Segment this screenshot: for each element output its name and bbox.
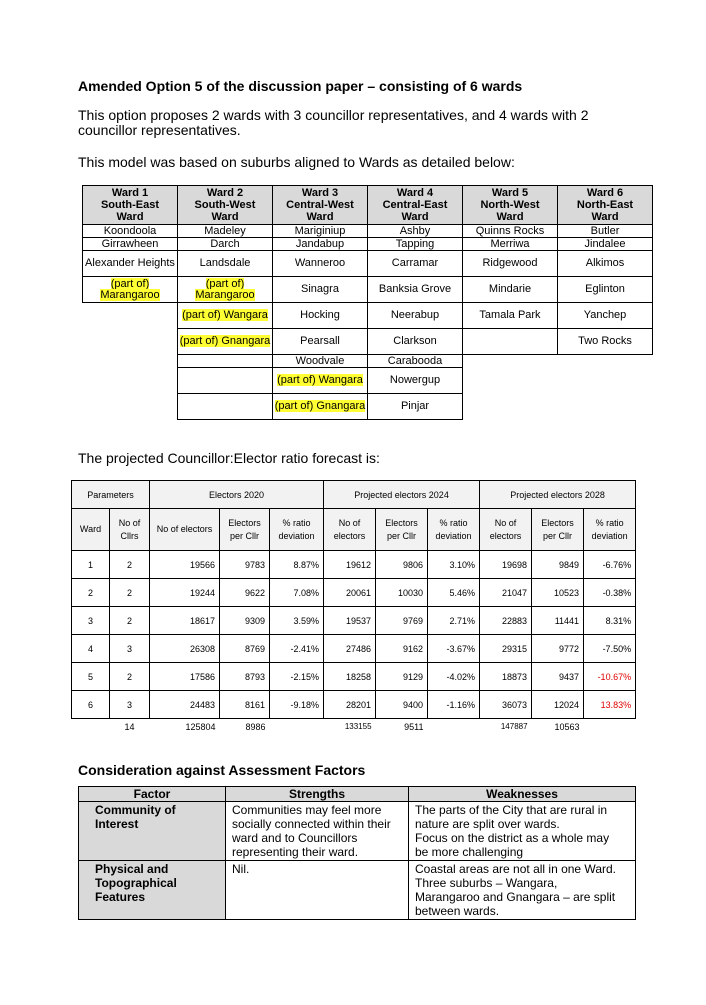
suburb-name: Madeley [204, 224, 246, 237]
ratio-cell: 19244 [150, 579, 220, 607]
ratio-sub-header: No of Cllrs [110, 509, 150, 551]
ward-row [83, 355, 653, 368]
ratio-cell: 10523 [532, 579, 584, 607]
suburb-name: (part of) Marangaroo [195, 277, 255, 301]
suburb-name: Tamala Park [479, 309, 541, 321]
ward-empty-cell [83, 303, 178, 329]
ratio-total-cell: 147887 [500, 722, 528, 732]
ratio-cell: 12024 [532, 691, 584, 719]
factor-row [79, 861, 636, 920]
ward-empty-cell [558, 394, 653, 420]
ratio-cell: 9309 [220, 607, 270, 635]
ratio-total-cell: 14 [124, 721, 135, 732]
factor-factor-cell [79, 861, 226, 920]
ratio-cell: 9437 [532, 663, 584, 691]
ratio-cell: -7.50% [584, 635, 636, 663]
ratio-sub-header: % ratio deviation [584, 509, 636, 551]
ratio-total-cell: 8986 [245, 721, 266, 732]
ward-empty-cell [558, 355, 653, 368]
ward-suburb-cell [463, 277, 558, 303]
factor-strengths-cell [226, 802, 409, 861]
ratio-group-header: Projected electors 2028 [480, 481, 636, 509]
ratio-cell: 28201 [324, 691, 376, 719]
suburb-name: Tapping [395, 237, 435, 250]
ward-header-line: Ward [591, 211, 619, 223]
wards-table [82, 185, 653, 420]
ward-header-line: Ward [401, 211, 429, 223]
ward-suburb-cell [273, 225, 368, 238]
factor-line: Coastal areas are not all in one Ward. [415, 862, 616, 876]
ratio-paragraph: The projected Councillor:Elector ratio forecast is: [78, 450, 380, 466]
suburb-name: Jindalee [584, 237, 626, 250]
suburb-name: Ridgewood [482, 257, 538, 269]
ward-suburb-cell [463, 238, 558, 251]
ratio-cell: 10030 [376, 579, 428, 607]
suburb-name: (part of) Gnangara [179, 335, 271, 347]
ward-suburb-cell [463, 329, 558, 355]
ward-header-line: Central-West [286, 199, 354, 211]
ward-suburb-cell [178, 394, 273, 420]
ratio-cell: 8793 [220, 663, 270, 691]
ward-empty-cell [463, 394, 558, 420]
ward-suburb-cell [273, 238, 368, 251]
ward-header-line: Ward 3 [301, 187, 339, 199]
ward-suburb-cell [558, 277, 653, 303]
suburb-name: Eglinton [585, 283, 625, 295]
ratio-row [72, 635, 636, 663]
ward-header-line: South-West [194, 199, 256, 211]
factor-column-header: Factor [79, 787, 226, 802]
ratio-cell: -4.02% [428, 663, 480, 691]
ratio-cell: 36073 [480, 691, 532, 719]
ratio-cell: -0.38% [584, 579, 636, 607]
ratio-total-cell [270, 719, 324, 735]
ratio-cell: -2.15% [270, 663, 324, 691]
ward-suburb-cell [83, 225, 178, 238]
ward-row [83, 238, 653, 251]
ward-row [83, 368, 653, 394]
ratio-sub-header: % ratio deviation [270, 509, 324, 551]
ratio-cell: 5 [72, 663, 110, 691]
ward-suburb-cell [273, 251, 368, 277]
ward-suburb-cell [368, 251, 463, 277]
ward-suburb-cell [368, 329, 463, 355]
ward-suburb-cell [558, 329, 653, 355]
ward-suburb-cell [368, 355, 463, 368]
factor-line: Features [95, 890, 146, 904]
factor-line: between wards. [415, 904, 500, 918]
model-paragraph: This model was based on suburbs aligned to Wards as detailed below: [78, 154, 515, 170]
ratio-cell: 19566 [150, 551, 220, 579]
ratio-cell: 1 [72, 551, 110, 579]
factor-line: Interest [95, 817, 139, 831]
factor-weaknesses-cell [409, 861, 636, 920]
ratio-cell: 29315 [480, 635, 532, 663]
suburb-name: Alkimos [585, 257, 625, 269]
ratio-sub-header: No of electors [150, 509, 220, 551]
ratio-row [72, 607, 636, 635]
ward-header-line: Ward 6 [586, 187, 624, 199]
ward-header-line: Ward [306, 211, 334, 223]
ward-empty-cell [83, 368, 178, 394]
ratio-cell: 9400 [376, 691, 428, 719]
suburb-name: Pinjar [400, 400, 430, 412]
ratio-cell: 3.10% [428, 551, 480, 579]
suburb-name: Ashby [399, 224, 431, 237]
ward-suburb-cell [83, 277, 178, 303]
factors-table [78, 786, 636, 920]
ward-header-line: North-West [480, 199, 540, 211]
ward-header-line: Ward 4 [396, 187, 434, 199]
ratio-cell: 9783 [220, 551, 270, 579]
ratio-sub-header: % ratio deviation [428, 509, 480, 551]
ward-suburb-cell [178, 277, 273, 303]
ratio-group-header: Electors 2020 [150, 481, 324, 509]
ward-header-line: Ward 5 [491, 187, 529, 199]
ratio-cell: -2.41% [270, 635, 324, 663]
ratio-cell: 3 [110, 691, 150, 719]
ward-suburb-cell [558, 238, 653, 251]
ratio-cell: 3 [72, 607, 110, 635]
ratio-cell: 2 [110, 607, 150, 635]
ward-suburb-cell [368, 394, 463, 420]
suburb-name: Banksia Grove [378, 283, 452, 295]
ward-row [83, 329, 653, 355]
ratio-cell: -9.18% [270, 691, 324, 719]
suburb-name: Sinagra [301, 283, 339, 295]
ward-row [83, 303, 653, 329]
ratio-cell: 2 [110, 663, 150, 691]
factor-line: ward and to Councillors [232, 831, 358, 845]
ward-empty-cell [83, 355, 178, 368]
ward-header-line: South-East [100, 199, 160, 211]
suburb-name: (part of) Wangara [277, 374, 363, 386]
factor-line: The parts of the City that are rural in [415, 803, 608, 817]
ratio-cell: 7.08% [270, 579, 324, 607]
suburb-name: Butler [590, 224, 620, 237]
factor-weaknesses-cell [409, 802, 636, 861]
ratio-cell: 20061 [324, 579, 376, 607]
ward-suburb-cell [368, 303, 463, 329]
ratio-cell: 9849 [532, 551, 584, 579]
factor-line: Focus on the district as a whole may [415, 831, 610, 845]
ward-suburb-cell [178, 329, 273, 355]
suburb-name: Two Rocks [578, 335, 632, 347]
ratio-total-cell: 10563 [554, 721, 580, 732]
ratio-cell: 9622 [220, 579, 270, 607]
ward-row [83, 225, 653, 238]
ratio-cell: 19698 [480, 551, 532, 579]
suburb-name: Carramar [391, 257, 439, 269]
ward-header [463, 186, 558, 225]
ratio-sub-header: Ward [72, 509, 110, 551]
suburb-name: Merriwa [490, 237, 530, 250]
ward-header [368, 186, 463, 225]
ratio-cell: 3 [110, 635, 150, 663]
ward-empty-cell [558, 368, 653, 394]
ward-header [83, 186, 178, 225]
ratio-cell: 18617 [150, 607, 220, 635]
ward-suburb-cell [178, 251, 273, 277]
ward-empty-cell [463, 368, 558, 394]
suburb-name: Clarkson [393, 335, 437, 347]
factor-row [79, 802, 636, 861]
suburb-name: Mariginiup [294, 224, 346, 237]
ward-header-line: Ward [496, 211, 524, 223]
ratio-sub-header: No of electors [480, 509, 532, 551]
ward-suburb-cell [83, 238, 178, 251]
ratio-cell: 19612 [324, 551, 376, 579]
factor-column-header: Weaknesses [409, 787, 636, 802]
suburb-name: Koondoola [103, 224, 157, 237]
suburb-name: Jandabup [295, 237, 345, 250]
ratio-cell: 9162 [376, 635, 428, 663]
ratio-group-header: Projected electors 2024 [324, 481, 480, 509]
suburb-name: (part of) Gnangara [274, 400, 366, 412]
ratio-cell: 8.31% [584, 607, 636, 635]
ratio-cell: 2 [72, 579, 110, 607]
ward-header-line: North-East [576, 199, 634, 211]
ward-suburb-cell [273, 394, 368, 420]
ratio-total-cell [428, 719, 480, 735]
ratio-total-cell [72, 719, 110, 735]
factor-line: Marangaroo and Gnangara – are split [415, 890, 616, 904]
ratio-cell: 18258 [324, 663, 376, 691]
ratio-cell: 8769 [220, 635, 270, 663]
ratio-sub-header: No of electors [324, 509, 376, 551]
suburb-name: Quinns Rocks [475, 224, 545, 237]
ward-suburb-cell [463, 251, 558, 277]
ward-row [83, 251, 653, 277]
ward-suburb-cell [558, 225, 653, 238]
suburb-name: Alexander Heights [85, 257, 175, 269]
ratio-cell: 24483 [150, 691, 220, 719]
factor-line: Topographical [95, 876, 177, 890]
ratio-cell: 9769 [376, 607, 428, 635]
suburb-name: Landsdale [199, 257, 251, 269]
ward-header-line: Ward 1 [111, 187, 149, 199]
ward-header-line: Ward 2 [206, 187, 244, 199]
ratio-total-cell: 125804 [185, 721, 216, 732]
suburb-name: Pearsall [300, 335, 340, 347]
suburb-name: Girrawheen [101, 237, 159, 250]
ward-header [273, 186, 368, 225]
ward-header-line: Central-East [382, 199, 448, 211]
ward-suburb-cell [273, 368, 368, 394]
ward-suburb-cell [178, 225, 273, 238]
factor-line: Communities may feel more [232, 803, 382, 817]
suburb-name: Yanchep [583, 309, 627, 321]
ward-header-line: Ward [116, 211, 144, 223]
ward-empty-cell [83, 329, 178, 355]
ratio-cell: 6 [72, 691, 110, 719]
factor-line: Three suburbs – Wangara, [415, 876, 558, 890]
ward-suburb-cell [273, 329, 368, 355]
ratio-cell: -1.16% [428, 691, 480, 719]
ward-suburb-cell [178, 238, 273, 251]
ward-suburb-cell [178, 368, 273, 394]
factor-line: nature are split over wards. [415, 817, 560, 831]
ward-suburb-cell [273, 355, 368, 368]
suburb-name: Carabooda [387, 354, 443, 367]
factor-line: representing their ward. [232, 845, 359, 859]
ratio-cell: 9772 [532, 635, 584, 663]
ward-suburb-cell [83, 251, 178, 277]
suburb-name: Wanneroo [294, 257, 346, 269]
factor-line: Nil. [232, 862, 250, 876]
ratio-total-cell [584, 719, 636, 735]
ratio-cell: 2 [110, 579, 150, 607]
ward-suburb-cell [273, 277, 368, 303]
suburb-name: (part of) Wangara [182, 309, 268, 321]
ratio-cell: 17586 [150, 663, 220, 691]
suburb-name: Nowergup [389, 374, 441, 386]
factor-strengths-cell [226, 861, 409, 920]
ward-header [558, 186, 653, 225]
factor-line: socially connected within their [232, 817, 391, 831]
ratio-cell: 19537 [324, 607, 376, 635]
suburb-name: Darch [210, 237, 240, 250]
ratio-cell: 11441 [532, 607, 584, 635]
page-heading: Amended Option 5 of the discussion paper – consisting of 6 wards [78, 78, 523, 94]
ratio-cell: 22883 [480, 607, 532, 635]
suburb-name: Woodvale [295, 354, 345, 367]
ward-suburb-cell [368, 368, 463, 394]
ratio-cell: 2 [110, 551, 150, 579]
ratio-cell: 9806 [376, 551, 428, 579]
factor-factor-cell [79, 802, 226, 861]
ratio-cell: 13.83% [584, 691, 636, 719]
ratio-cell: 21047 [480, 579, 532, 607]
ratio-cell: 8161 [220, 691, 270, 719]
ward-suburb-cell [368, 277, 463, 303]
ratio-cell: -3.67% [428, 635, 480, 663]
ratio-cell: 8.87% [270, 551, 324, 579]
ratio-cell: -6.76% [584, 551, 636, 579]
ward-row [83, 394, 653, 420]
ratio-total-cell: 133155 [344, 722, 372, 732]
ward-suburb-cell [463, 303, 558, 329]
suburb-name: Neerabup [390, 309, 440, 321]
ward-empty-cell [83, 394, 178, 420]
ward-suburb-cell [558, 303, 653, 329]
ward-empty-cell [463, 355, 558, 368]
ward-suburb-cell [178, 355, 273, 368]
ratio-cell: 26308 [150, 635, 220, 663]
intro-paragraph: This option proposes 2 wards with 3 councillor representatives, and 4 wards with 2 councillor representatives. [78, 107, 589, 138]
ratio-sub-header: Electors per Cllr [532, 509, 584, 551]
factor-line: Community of [95, 803, 176, 817]
ward-header-line: Ward [211, 211, 239, 223]
ratio-row [72, 551, 636, 579]
suburb-name: Hocking [300, 309, 340, 321]
factor-column-header: Strengths [226, 787, 409, 802]
ward-suburb-cell [463, 225, 558, 238]
ratio-cell: 9129 [376, 663, 428, 691]
suburb-name: Mindarie [488, 283, 532, 295]
consideration-heading: Consideration against Assessment Factors [78, 762, 366, 778]
ratio-row [72, 691, 636, 719]
factor-line: Physical and [95, 862, 169, 876]
ratio-sub-header: Electors per Cllr [220, 509, 270, 551]
ratio-total-cell: 9511 [404, 721, 424, 732]
ratio-cell: 2.71% [428, 607, 480, 635]
ward-suburb-cell [273, 303, 368, 329]
ratio-cell: 18873 [480, 663, 532, 691]
factor-line: be more challenging [415, 845, 524, 859]
ratio-row [72, 579, 636, 607]
ratio-group-header: Parameters [72, 481, 150, 509]
ward-suburb-cell [178, 303, 273, 329]
ratio-totals-row [72, 719, 636, 735]
ward-header [178, 186, 273, 225]
ratio-cell: 4 [72, 635, 110, 663]
ward-suburb-cell [368, 238, 463, 251]
ward-row [83, 277, 653, 303]
ratio-sub-header: Electors per Cllr [376, 509, 428, 551]
suburb-name: (part of) Marangaroo [100, 277, 160, 301]
ratio-cell: 5.46% [428, 579, 480, 607]
ward-suburb-cell [368, 225, 463, 238]
ratio-cell: 3.59% [270, 607, 324, 635]
ratio-row [72, 663, 636, 691]
ward-suburb-cell [558, 251, 653, 277]
ratio-table [71, 480, 636, 735]
ratio-cell: 27486 [324, 635, 376, 663]
ratio-cell: -10.67% [584, 663, 636, 691]
